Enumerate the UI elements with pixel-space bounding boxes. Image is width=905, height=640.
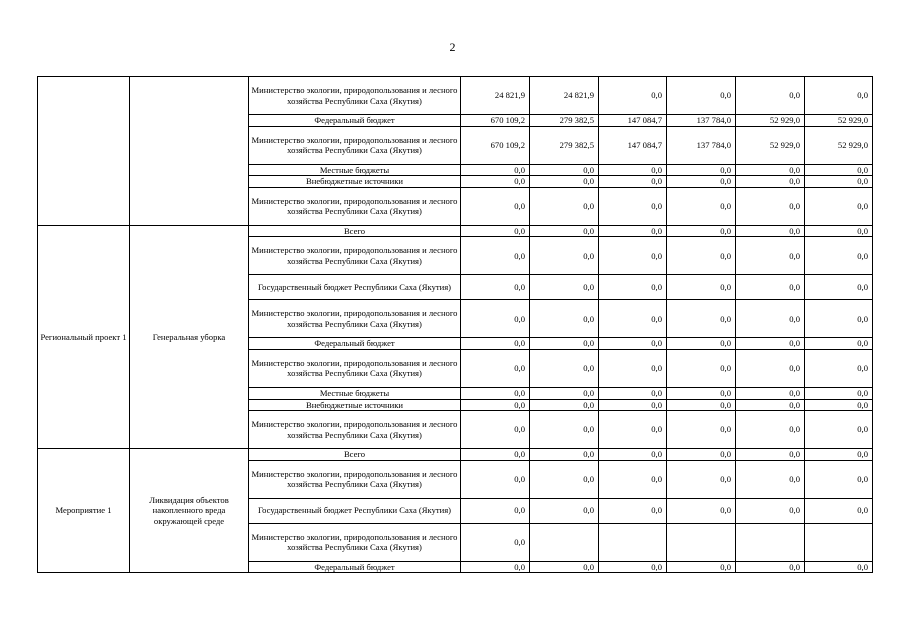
value-cell: 0,0 — [667, 338, 736, 350]
value-cell: 0,0 — [599, 460, 667, 498]
value-cell: 0,0 — [736, 164, 805, 176]
value-cell: 0,0 — [736, 275, 805, 300]
value-cell: 0,0 — [667, 349, 736, 387]
value-cell: 0,0 — [599, 349, 667, 387]
value-cell: 0,0 — [599, 561, 667, 573]
value-cell: 0,0 — [461, 225, 530, 237]
page-number: 2 — [449, 40, 456, 54]
value-cell: 0,0 — [667, 387, 736, 399]
value-cell — [805, 523, 873, 561]
value-cell: 0,0 — [805, 225, 873, 237]
budget-table — [37, 76, 873, 573]
value-cell: 0,0 — [736, 237, 805, 275]
value-cell: 0,0 — [667, 460, 736, 498]
value-cell — [599, 523, 667, 561]
value-cell: 0,0 — [805, 237, 873, 275]
value-cell: 0,0 — [667, 275, 736, 300]
value-cell: 0,0 — [599, 387, 667, 399]
value-cell: 0,0 — [805, 187, 873, 225]
value-cell: 52 929,0 — [805, 126, 873, 164]
value-cell: 0,0 — [461, 561, 530, 573]
value-cell: 0,0 — [667, 225, 736, 237]
value-cell: 0,0 — [599, 164, 667, 176]
value-cell: 0,0 — [805, 387, 873, 399]
value-cell: 0,0 — [667, 300, 736, 338]
value-cell: 0,0 — [805, 300, 873, 338]
value-cell: 0,0 — [461, 187, 530, 225]
group-name-cell — [130, 77, 249, 226]
value-cell: 0,0 — [530, 449, 599, 461]
value-cell: 147 084,7 — [599, 115, 667, 127]
value-cell: 0,0 — [736, 77, 805, 115]
value-cell: 0,0 — [667, 77, 736, 115]
value-cell: 0,0 — [805, 349, 873, 387]
value-cell: 0,0 — [461, 399, 530, 411]
source-label-cell: Министерство экологии, природопользования и лесного хозяйства Республики Саха (Якутия) — [249, 237, 461, 275]
source-label-cell: Министерство экологии, природопользования и лесного хозяйства Республики Саха (Якутия) — [249, 349, 461, 387]
value-cell — [736, 523, 805, 561]
value-cell: 0,0 — [599, 225, 667, 237]
value-cell: 137 784,0 — [667, 126, 736, 164]
value-cell: 0,0 — [461, 387, 530, 399]
source-label-cell: Внебюджетные источники — [249, 176, 461, 188]
value-cell: 670 109,2 — [461, 126, 530, 164]
value-cell: 0,0 — [805, 498, 873, 523]
value-cell: 147 084,7 — [599, 126, 667, 164]
source-label-cell: Местные бюджеты — [249, 164, 461, 176]
source-label-cell: Министерство экологии, природопользования и лесного хозяйства Республики Саха (Якутия) — [249, 460, 461, 498]
value-cell: 0,0 — [805, 399, 873, 411]
value-cell: 0,0 — [461, 300, 530, 338]
value-cell: 0,0 — [736, 338, 805, 350]
source-label-cell: Внебюджетные источники — [249, 399, 461, 411]
source-label-cell: Всего — [249, 449, 461, 461]
group-name-cell: Ликвидация объектов накопленного вреда окружающей среде — [130, 449, 249, 573]
value-cell: 0,0 — [461, 523, 530, 561]
value-cell: 0,0 — [461, 349, 530, 387]
value-cell: 0,0 — [530, 176, 599, 188]
value-cell: 0,0 — [530, 164, 599, 176]
value-cell: 0,0 — [530, 300, 599, 338]
value-cell: 0,0 — [530, 387, 599, 399]
group-title-cell: Мероприятие 1 — [38, 449, 130, 573]
source-label-cell: Федеральный бюджет — [249, 338, 461, 350]
value-cell: 0,0 — [599, 449, 667, 461]
value-cell: 0,0 — [805, 176, 873, 188]
source-label-cell: Федеральный бюджет — [249, 115, 461, 127]
value-cell: 0,0 — [599, 187, 667, 225]
value-cell: 0,0 — [667, 449, 736, 461]
source-label-cell: Федеральный бюджет — [249, 561, 461, 573]
group-name-cell: Генеральная уборка — [130, 225, 249, 448]
group-title-cell — [38, 77, 130, 226]
value-cell: 0,0 — [736, 561, 805, 573]
source-label-cell: Местные бюджеты — [249, 387, 461, 399]
value-cell: 0,0 — [530, 498, 599, 523]
value-cell: 0,0 — [530, 338, 599, 350]
value-cell: 0,0 — [530, 349, 599, 387]
value-cell: 0,0 — [599, 237, 667, 275]
value-cell: 0,0 — [805, 561, 873, 573]
value-cell: 52 929,0 — [736, 115, 805, 127]
source-label-cell: Государственный бюджет Республики Саха (Якутия) — [249, 498, 461, 523]
value-cell: 0,0 — [461, 338, 530, 350]
value-cell: 0,0 — [736, 300, 805, 338]
source-label-cell: Государственный бюджет Республики Саха (Якутия) — [249, 275, 461, 300]
value-cell: 52 929,0 — [736, 126, 805, 164]
value-cell: 0,0 — [530, 225, 599, 237]
value-cell: 0,0 — [667, 411, 736, 449]
value-cell: 0,0 — [667, 399, 736, 411]
value-cell: 0,0 — [667, 187, 736, 225]
value-cell: 24 821,9 — [461, 77, 530, 115]
source-label-cell: Министерство экологии, природопользования и лесного хозяйства Республики Саха (Якутия) — [249, 187, 461, 225]
value-cell — [530, 523, 599, 561]
group-title-cell: Региональный проект 1 — [38, 225, 130, 448]
value-cell: 0,0 — [599, 399, 667, 411]
value-cell: 0,0 — [805, 411, 873, 449]
value-cell: 0,0 — [530, 561, 599, 573]
value-cell: 0,0 — [599, 176, 667, 188]
value-cell: 24 821,9 — [530, 77, 599, 115]
value-cell: 0,0 — [736, 460, 805, 498]
value-cell: 0,0 — [461, 275, 530, 300]
source-label-cell: Всего — [249, 225, 461, 237]
value-cell: 0,0 — [530, 275, 599, 300]
value-cell: 0,0 — [599, 338, 667, 350]
value-cell: 0,0 — [805, 164, 873, 176]
value-cell: 0,0 — [530, 399, 599, 411]
value-cell: 0,0 — [736, 225, 805, 237]
value-cell: 0,0 — [736, 399, 805, 411]
value-cell: 0,0 — [599, 498, 667, 523]
value-cell: 0,0 — [530, 237, 599, 275]
value-cell: 0,0 — [667, 237, 736, 275]
value-cell: 0,0 — [736, 411, 805, 449]
value-cell: 0,0 — [461, 498, 530, 523]
value-cell: 0,0 — [599, 411, 667, 449]
value-cell: 0,0 — [599, 77, 667, 115]
value-cell: 0,0 — [736, 187, 805, 225]
value-cell: 279 382,5 — [530, 126, 599, 164]
value-cell: 0,0 — [530, 187, 599, 225]
value-cell: 0,0 — [736, 349, 805, 387]
table-row — [38, 225, 873, 237]
value-cell: 0,0 — [736, 387, 805, 399]
value-cell: 0,0 — [805, 338, 873, 350]
value-cell: 0,0 — [736, 176, 805, 188]
value-cell: 0,0 — [667, 164, 736, 176]
value-cell: 0,0 — [667, 561, 736, 573]
value-cell: 0,0 — [530, 460, 599, 498]
value-cell: 52 929,0 — [805, 115, 873, 127]
value-cell: 0,0 — [599, 300, 667, 338]
value-cell: 279 382,5 — [530, 115, 599, 127]
value-cell: 0,0 — [667, 176, 736, 188]
source-label-cell: Министерство экологии, природопользования и лесного хозяйства Республики Саха (Якутия) — [249, 77, 461, 115]
value-cell: 0,0 — [461, 164, 530, 176]
value-cell: 0,0 — [461, 411, 530, 449]
table-row — [38, 77, 873, 115]
value-cell: 0,0 — [805, 77, 873, 115]
value-cell: 0,0 — [736, 498, 805, 523]
value-cell: 670 109,2 — [461, 115, 530, 127]
value-cell: 0,0 — [461, 460, 530, 498]
source-label-cell: Министерство экологии, природопользования и лесного хозяйства Республики Саха (Якутия) — [249, 411, 461, 449]
value-cell: 0,0 — [736, 449, 805, 461]
value-cell: 0,0 — [667, 498, 736, 523]
value-cell: 0,0 — [530, 411, 599, 449]
source-label-cell: Министерство экологии, природопользования и лесного хозяйства Республики Саха (Якутия) — [249, 300, 461, 338]
value-cell: 0,0 — [461, 237, 530, 275]
value-cell: 0,0 — [805, 275, 873, 300]
value-cell: 0,0 — [805, 449, 873, 461]
value-cell: 0,0 — [461, 176, 530, 188]
value-cell: 0,0 — [461, 449, 530, 461]
value-cell: 0,0 — [805, 460, 873, 498]
value-cell: 137 784,0 — [667, 115, 736, 127]
table-row — [38, 449, 873, 461]
source-label-cell: Министерство экологии, природопользования и лесного хозяйства Республики Саха (Якутия) — [249, 126, 461, 164]
value-cell: 0,0 — [599, 275, 667, 300]
value-cell — [667, 523, 736, 561]
source-label-cell: Министерство экологии, природопользования и лесного хозяйства Республики Саха (Якутия) — [249, 523, 461, 561]
